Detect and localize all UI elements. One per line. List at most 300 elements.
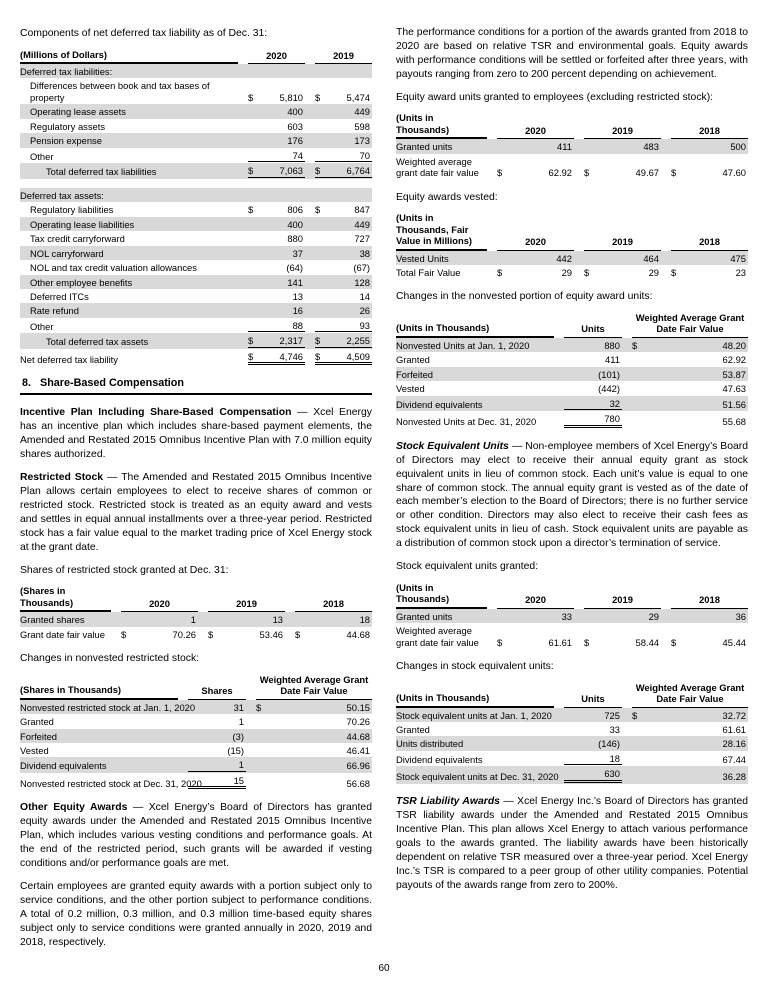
row-label: Units distributed (396, 738, 464, 750)
cell-number: 47.63 (722, 383, 746, 395)
left-column (20, 26, 372, 959)
cell-number: 2,317 (279, 335, 303, 347)
cell-number: 176 (287, 135, 303, 147)
table-row (20, 188, 372, 202)
cell-number: 5,810 (279, 91, 303, 103)
table-cell-value (315, 277, 372, 288)
row-label: Dividend equivalents (396, 398, 483, 410)
cell-number: 13 (272, 614, 283, 626)
row-value-cell (622, 352, 748, 366)
cell-number: 5,474 (346, 91, 370, 103)
cell-number: 13 (292, 291, 303, 303)
table-cell-value (248, 204, 305, 215)
row-value-cell (574, 609, 661, 623)
row-value-cell (661, 139, 748, 153)
table-body (396, 609, 748, 649)
table-cell-value (632, 383, 748, 394)
table-cell-value (256, 778, 372, 789)
table-caption: Changes in the nonvested portion of equity award units: (396, 291, 653, 303)
table-cell-value (671, 141, 748, 152)
table-cell-value (295, 629, 372, 640)
cell-number: 58.44 (635, 636, 659, 648)
row-label: Vested (20, 744, 49, 756)
table-cell-value (564, 724, 622, 735)
column-header (574, 582, 661, 609)
row-label: Nonvested Units at Dec. 31, 2020 (396, 416, 537, 428)
cell-number: 66.96 (346, 760, 370, 772)
column-header-text: (Units in Thousands) (396, 322, 554, 337)
table-header (396, 682, 748, 708)
table-row (20, 627, 372, 641)
currency-symbol: $ (248, 204, 254, 216)
section-title: Share-Based Compensation (40, 377, 184, 390)
row-value-cell (238, 188, 305, 202)
table-row (20, 275, 372, 289)
cell-number: 51.56 (722, 398, 746, 410)
table-caption: Equity award units granted to employees (excluding restricted stock): (396, 91, 714, 103)
cell-number: 29 (561, 267, 572, 278)
table-cell-value (584, 267, 661, 278)
table-cell-value (632, 369, 748, 380)
table-row (396, 708, 748, 722)
row-value-cell (285, 612, 372, 626)
cell-number: 28.16 (722, 738, 746, 750)
cell-number: 442 (556, 252, 572, 264)
table-cell-value (248, 277, 305, 288)
row-label: Vested (396, 383, 425, 395)
table-row (20, 148, 372, 163)
column-header-text: 2020 (497, 125, 574, 139)
table-row (20, 246, 372, 260)
table-cell-value (188, 745, 246, 756)
table-cell-value (121, 629, 198, 640)
column-header-text: 2018 (671, 125, 748, 139)
table-cell-value (564, 369, 622, 380)
row-label: Forfeited (20, 730, 57, 742)
table-header-row (396, 212, 748, 250)
column-header (661, 112, 748, 139)
row-value-cell (661, 265, 748, 279)
cell-number: 449 (354, 106, 370, 118)
paragraph: The performance conditions for a portion of the awards granted from 2018 to 2020 are based on relative TSR and environmental goals. Equity awards with performance conditions will be settled or forfeited after three years, with payouts ranging from zero to 200 percent depending on achievement. (396, 27, 748, 80)
cell-number: 61.61 (548, 636, 572, 648)
table-header (396, 582, 748, 609)
table-cell-value (497, 141, 574, 152)
row-value-cell (554, 708, 622, 722)
data-table (396, 112, 748, 179)
cell-number: 93 (359, 319, 370, 331)
table-cell-value (248, 335, 305, 347)
currency-symbol: $ (671, 636, 677, 648)
table-cell-value (497, 167, 574, 178)
currency-symbol: $ (295, 628, 301, 640)
table-row (396, 154, 748, 180)
column-header-text: Shares (188, 685, 246, 699)
table-cell-value (248, 92, 305, 103)
data-table (396, 312, 748, 429)
column-header-text: Units (564, 323, 622, 337)
cell-number: 56.68 (346, 777, 370, 789)
currency-symbol: $ (632, 709, 638, 721)
cell-number: 32 (609, 397, 620, 409)
table-row (396, 338, 748, 352)
column-header-label (396, 682, 554, 708)
table-cell-value (315, 233, 372, 244)
table-row (20, 231, 372, 245)
two-column-layout (20, 26, 748, 959)
row-label: Operating lease liabilities (30, 218, 135, 230)
table-cell-value (564, 340, 622, 351)
currency-symbol: $ (497, 267, 503, 278)
column-header (487, 112, 574, 139)
cell-number: 29 (648, 267, 659, 278)
column-header-text: 2019 (315, 50, 372, 64)
table-cell-value (315, 291, 372, 302)
table-cell-value (248, 150, 305, 162)
table-cell-value (248, 219, 305, 230)
table-row (396, 722, 748, 736)
currency-symbol: $ (248, 165, 254, 177)
paragraph-lead: Incentive Plan Including Share-Based Compensation (20, 407, 298, 419)
row-value-cell (554, 736, 622, 750)
cell-number: 2,255 (346, 335, 370, 347)
table-row (20, 202, 372, 216)
table-cell-value (497, 267, 574, 278)
row-value-cell (305, 318, 372, 333)
table-body (20, 612, 372, 641)
row-value-cell (554, 411, 622, 428)
row-value-cell (487, 265, 574, 279)
table-row (20, 700, 372, 714)
table-cell-value (208, 629, 285, 640)
table-cell-value (564, 753, 622, 765)
cell-number: 780 (604, 413, 620, 425)
row-value-cell (238, 78, 305, 104)
table-header (20, 49, 372, 64)
currency-symbol: $ (497, 167, 503, 179)
row-value-cell (238, 148, 305, 163)
column-header-text: 2018 (671, 594, 748, 608)
row-value-cell (574, 139, 661, 153)
row-label: Stock equivalent units at Jan. 1, 2020 (396, 709, 552, 721)
cell-number: 36.28 (722, 771, 746, 783)
cell-number: 47.60 (722, 167, 746, 179)
row-value-cell (178, 743, 246, 757)
row-label: Weighted average grant date fair value (396, 625, 479, 648)
row-value-cell (246, 700, 372, 714)
cell-number: 464 (643, 252, 659, 264)
row-value-cell (574, 154, 661, 180)
cell-number: 46.41 (346, 744, 370, 756)
table-cell-value (564, 768, 622, 782)
column-header-label (396, 582, 487, 609)
table-cell-value (315, 191, 372, 201)
table-cell-value (632, 738, 748, 749)
column-header-label (20, 674, 178, 700)
table-cell-value (564, 354, 622, 365)
column-header-text: 2020 (497, 594, 574, 608)
table-row (20, 163, 372, 178)
table-cell-value (256, 702, 372, 713)
table-cell-value (248, 233, 305, 244)
row-label: Regulatory liabilities (30, 204, 114, 216)
row-value-cell (246, 729, 372, 743)
paragraph: Stock Equivalent Units — Non-employee members of Xcel Energy’s Board of Directors may elect to receive their annual equity grant as stock equivalent units in lieu of common stock. Each unit’s value is equal to one share of common stock. The annual equity grant is vested as of the date of each member’s election to the Board of Directors; there is no further service or other condition. Directors may also elect to receive their cash fees as stock equivalent units in lieu of cash. Stock equivalent units are payable as a distribution of common stock upon a director’s termination of service. (396, 440, 748, 550)
table-cell-value (315, 135, 372, 146)
cell-number: 48.20 (722, 339, 746, 351)
table-cell-value (632, 340, 748, 351)
cell-number: 880 (287, 233, 303, 245)
cell-number: 70 (359, 149, 370, 161)
table-row (20, 303, 372, 317)
row-value-cell (178, 757, 246, 772)
table-cell-value (564, 738, 622, 749)
column-header-text: (Units in Thousands) (396, 692, 554, 707)
currency-symbol: $ (584, 167, 590, 179)
table-row (20, 743, 372, 757)
row-value-cell (554, 367, 622, 381)
row-value-cell (622, 766, 748, 783)
table-row (20, 333, 372, 348)
table-body (20, 64, 372, 366)
row-value-cell (305, 217, 372, 231)
table-row (20, 217, 372, 231)
cell-number: 400 (287, 218, 303, 230)
row-label: Deferred ITCs (30, 291, 89, 303)
table-row (396, 367, 748, 381)
row-value-cell (238, 119, 305, 133)
row-value-cell (305, 64, 372, 78)
cell-number: 61.61 (722, 724, 746, 736)
table-row (396, 139, 748, 153)
row-value-cell (238, 133, 305, 147)
table-cell-value (632, 754, 748, 765)
row-label: Net deferred tax liability (20, 353, 118, 365)
cell-number: 411 (557, 141, 572, 153)
cell-number: 128 (354, 276, 370, 288)
cell-number: 37 (292, 247, 303, 259)
section-heading (20, 377, 372, 395)
row-value-cell (246, 743, 372, 757)
cell-number: 36 (735, 610, 746, 622)
column-header (285, 585, 372, 612)
table-cell-value (632, 771, 748, 782)
table-cell-value (315, 67, 372, 77)
table-row (20, 349, 372, 366)
row-value-cell (305, 163, 372, 178)
row-value-cell (661, 623, 748, 649)
row-label: NOL carryforward (30, 247, 104, 259)
row-label: Vested Units (396, 252, 449, 264)
table-row (396, 766, 748, 783)
row-label: Other (30, 150, 54, 162)
table-cell-value (208, 614, 285, 625)
row-value-cell (554, 338, 622, 352)
column-header (554, 682, 622, 708)
table-row (20, 729, 372, 743)
row-value-cell (246, 773, 372, 790)
row-label: Operating lease assets (30, 106, 126, 118)
row-label: Deferred tax liabilities: (20, 65, 113, 77)
currency-symbol: $ (248, 91, 254, 103)
table-caption: Shares of restricted stock granted at Dec. 31: (20, 564, 229, 576)
table-cell-value (248, 248, 305, 259)
row-value-cell (305, 349, 372, 366)
cell-number: 44.68 (346, 628, 370, 640)
currency-symbol: $ (256, 701, 262, 713)
table-cell-value (497, 253, 574, 264)
table-cell-value (121, 614, 198, 625)
table-cell-value (256, 745, 372, 756)
page-number: 60 (378, 963, 390, 974)
table-header-row (396, 582, 748, 609)
table-cell-value (671, 637, 748, 648)
table-cell-value (188, 702, 246, 713)
table-header-row (20, 674, 372, 700)
row-value-cell (305, 275, 372, 289)
row-label: Other (30, 320, 54, 332)
row-label: Total deferred tax liabilities (46, 166, 157, 178)
table-row (20, 289, 372, 303)
table-cell-value (564, 398, 622, 410)
row-label: Nonvested Units at Jan. 1, 2020 (396, 339, 530, 351)
row-value-cell (661, 609, 748, 623)
table-row (20, 133, 372, 147)
table-cell-value (248, 291, 305, 302)
table-cell-value (248, 135, 305, 146)
table-cell-value (315, 335, 372, 347)
table-header (396, 112, 748, 139)
right-column (396, 26, 748, 959)
table-row (20, 260, 372, 274)
column-header (661, 582, 748, 609)
row-value-cell (198, 612, 285, 626)
table-cell-value (248, 165, 305, 177)
cell-number: 50.15 (346, 701, 370, 713)
column-header-text: 2018 (671, 236, 748, 250)
cell-number: 70.26 (346, 716, 370, 728)
table-body (396, 251, 748, 280)
row-value-cell (487, 609, 574, 623)
cell-number: 7,063 (279, 165, 303, 177)
cell-number: (15) (227, 744, 244, 756)
row-value-cell (238, 303, 305, 317)
cell-number: 806 (287, 204, 303, 216)
column-header-label (396, 212, 487, 250)
row-label: Granted (20, 716, 54, 728)
cell-number: (101) (598, 368, 620, 380)
table-cell-value (248, 262, 305, 273)
cell-number: 67.44 (722, 753, 746, 765)
row-value-cell (238, 217, 305, 231)
cell-number: 630 (604, 768, 620, 780)
column-header-text: (Shares in Thousands) (20, 585, 111, 612)
row-value-cell (246, 757, 372, 772)
table-row (20, 714, 372, 728)
table-cell-value (188, 731, 246, 742)
currency-symbol: $ (208, 628, 214, 640)
table-cell-value (256, 731, 372, 742)
table-cell-value (671, 611, 748, 622)
column-header (487, 212, 574, 250)
column-header-text: 2019 (584, 594, 661, 608)
currency-symbol: $ (121, 628, 127, 640)
table-row (396, 352, 748, 366)
table-cell-value (315, 219, 372, 230)
table-cell-value (632, 416, 748, 427)
row-value-cell (554, 352, 622, 366)
table-body (396, 708, 748, 784)
table-cell-value (632, 710, 748, 721)
column-header (574, 112, 661, 139)
currency-symbol: $ (584, 267, 590, 278)
table-cell-value (497, 637, 574, 648)
cell-number: 483 (643, 141, 659, 153)
column-header-text: (Millions of Dollars) (20, 49, 238, 64)
column-header-text: 2019 (584, 236, 661, 250)
table-cell-value (248, 106, 305, 117)
row-value-cell (246, 714, 372, 728)
table-caption: Changes in stock equivalent units: (396, 661, 554, 673)
column-header (246, 674, 372, 700)
column-header (305, 49, 372, 64)
row-value-cell (305, 133, 372, 147)
currency-symbol: $ (315, 91, 321, 103)
row-value-cell (178, 714, 246, 728)
row-label: Forfeited (396, 368, 433, 380)
table-cell-value (632, 724, 748, 735)
column-header (554, 312, 622, 338)
paragraph-lead: Stock Equivalent Units (396, 440, 512, 452)
column-header-label (396, 112, 487, 139)
row-label: Weighted average grant date fair value (396, 155, 479, 179)
data-table (20, 49, 372, 367)
cell-number: 70.26 (172, 628, 196, 640)
currency-symbol: $ (315, 335, 321, 347)
data-table (396, 582, 748, 649)
table-cell-value (315, 165, 372, 177)
table-cell-value (315, 106, 372, 117)
cell-number: 725 (604, 709, 620, 721)
cell-number: 6,764 (346, 165, 370, 177)
row-label: Granted units (396, 610, 453, 622)
table-cell-value (632, 399, 748, 410)
table-row (20, 757, 372, 772)
cell-number: 500 (730, 141, 746, 153)
row-label: Stock equivalent units at Dec. 31, 2020 (396, 771, 559, 783)
row-value-cell (238, 349, 305, 366)
row-label: Rate refund (30, 305, 79, 317)
table-cell-value (248, 191, 305, 201)
column-header-text: (Shares in Thousands) (20, 684, 178, 699)
cell-number: 49.67 (635, 167, 659, 179)
paragraph-lead: Restricted Stock (20, 472, 108, 484)
row-label: Granted shares (20, 614, 85, 626)
column-header-text: Weighted Average Grant Date Fair Value (632, 682, 748, 708)
row-value-cell (238, 202, 305, 216)
row-label: Tax credit carryforward (30, 233, 125, 245)
row-label: Other employee benefits (30, 276, 133, 288)
row-value-cell (238, 64, 305, 78)
table-cell-value (671, 167, 748, 178)
row-value-cell (305, 333, 372, 348)
row-value-cell (622, 736, 748, 750)
table-row (20, 104, 372, 118)
table-cell-value (315, 204, 372, 215)
cell-number: 88 (292, 319, 303, 331)
column-header-text: (Units in Thousands) (396, 582, 487, 609)
paragraph: Incentive Plan Including Share-Based Compensation — Xcel Energy has an incentive plan which includes share-based payment elements, the Amended and Restated 2015 Omnibus Incentive Plan with 7.0 million equity shares authorized. (20, 407, 372, 461)
